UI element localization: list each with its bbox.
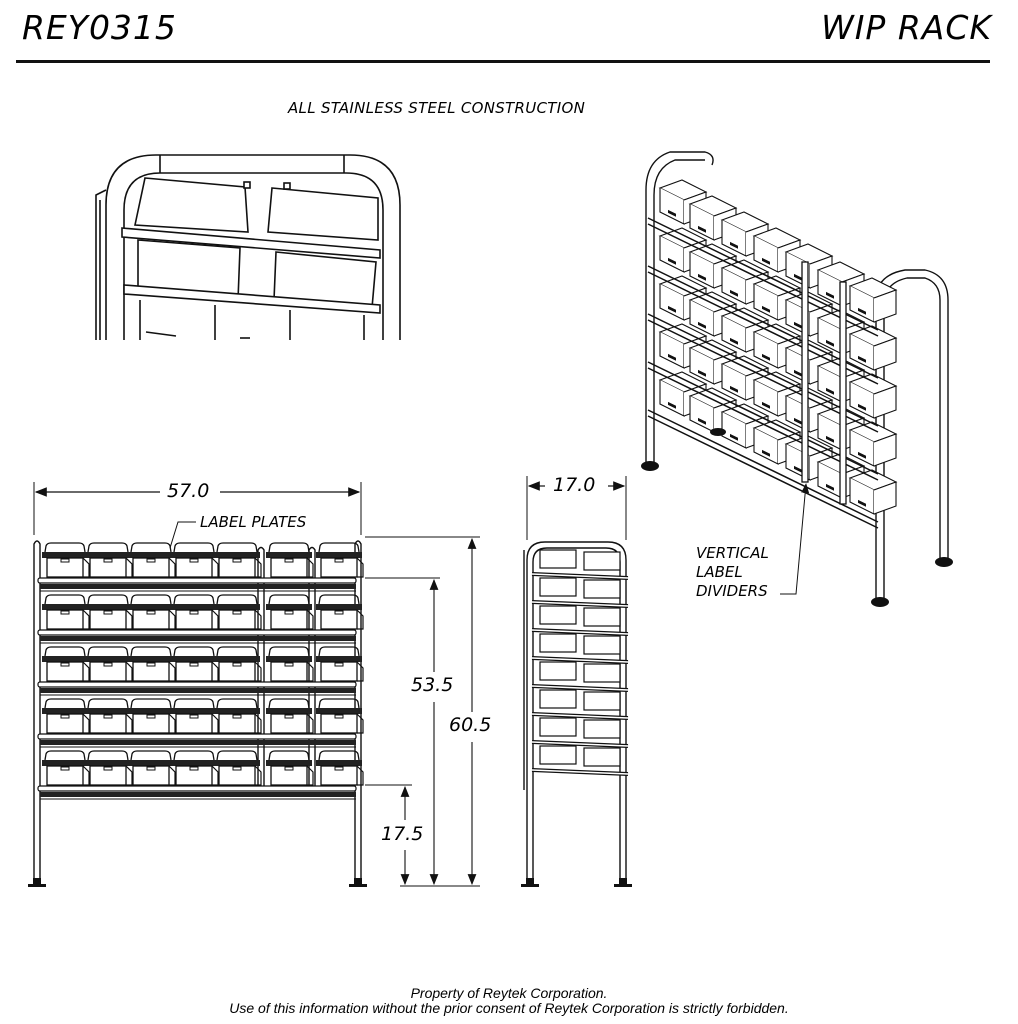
footer [0,986,1018,1016]
detail-view [96,155,400,340]
width-dimension: 57.0 [164,480,212,502]
height-to-top-shelf-dimension: 53.5 [408,674,456,696]
construction-note: ALL STAINLESS STEEL CONSTRUCTION [288,99,586,117]
footer-usage-notice: Use of this information without the prior consent of Reytek Corporation is strictly forbidden. [229,1000,789,1016]
isometric-view [641,152,953,607]
side-view [521,476,632,887]
callout-line-3: DIVIDERS [696,582,768,600]
callout-line-1: VERTICAL [696,544,769,562]
depth-dimension: 17.0 [550,474,598,496]
vertical-label-dividers-callout [696,544,769,601]
drawing-title: WIP RACK [821,8,992,47]
drawing-number: REY0315 [22,8,177,47]
height-to-bottom-shelf-dimension: 17.5 [378,823,426,845]
callout-line-2: LABEL [696,563,743,581]
label-plates-callout: LABEL PLATES [200,513,307,531]
footer-property-notice: Property of Reytek Corporation. [410,985,608,1001]
overall-height-dimension: 60.5 [446,714,494,736]
